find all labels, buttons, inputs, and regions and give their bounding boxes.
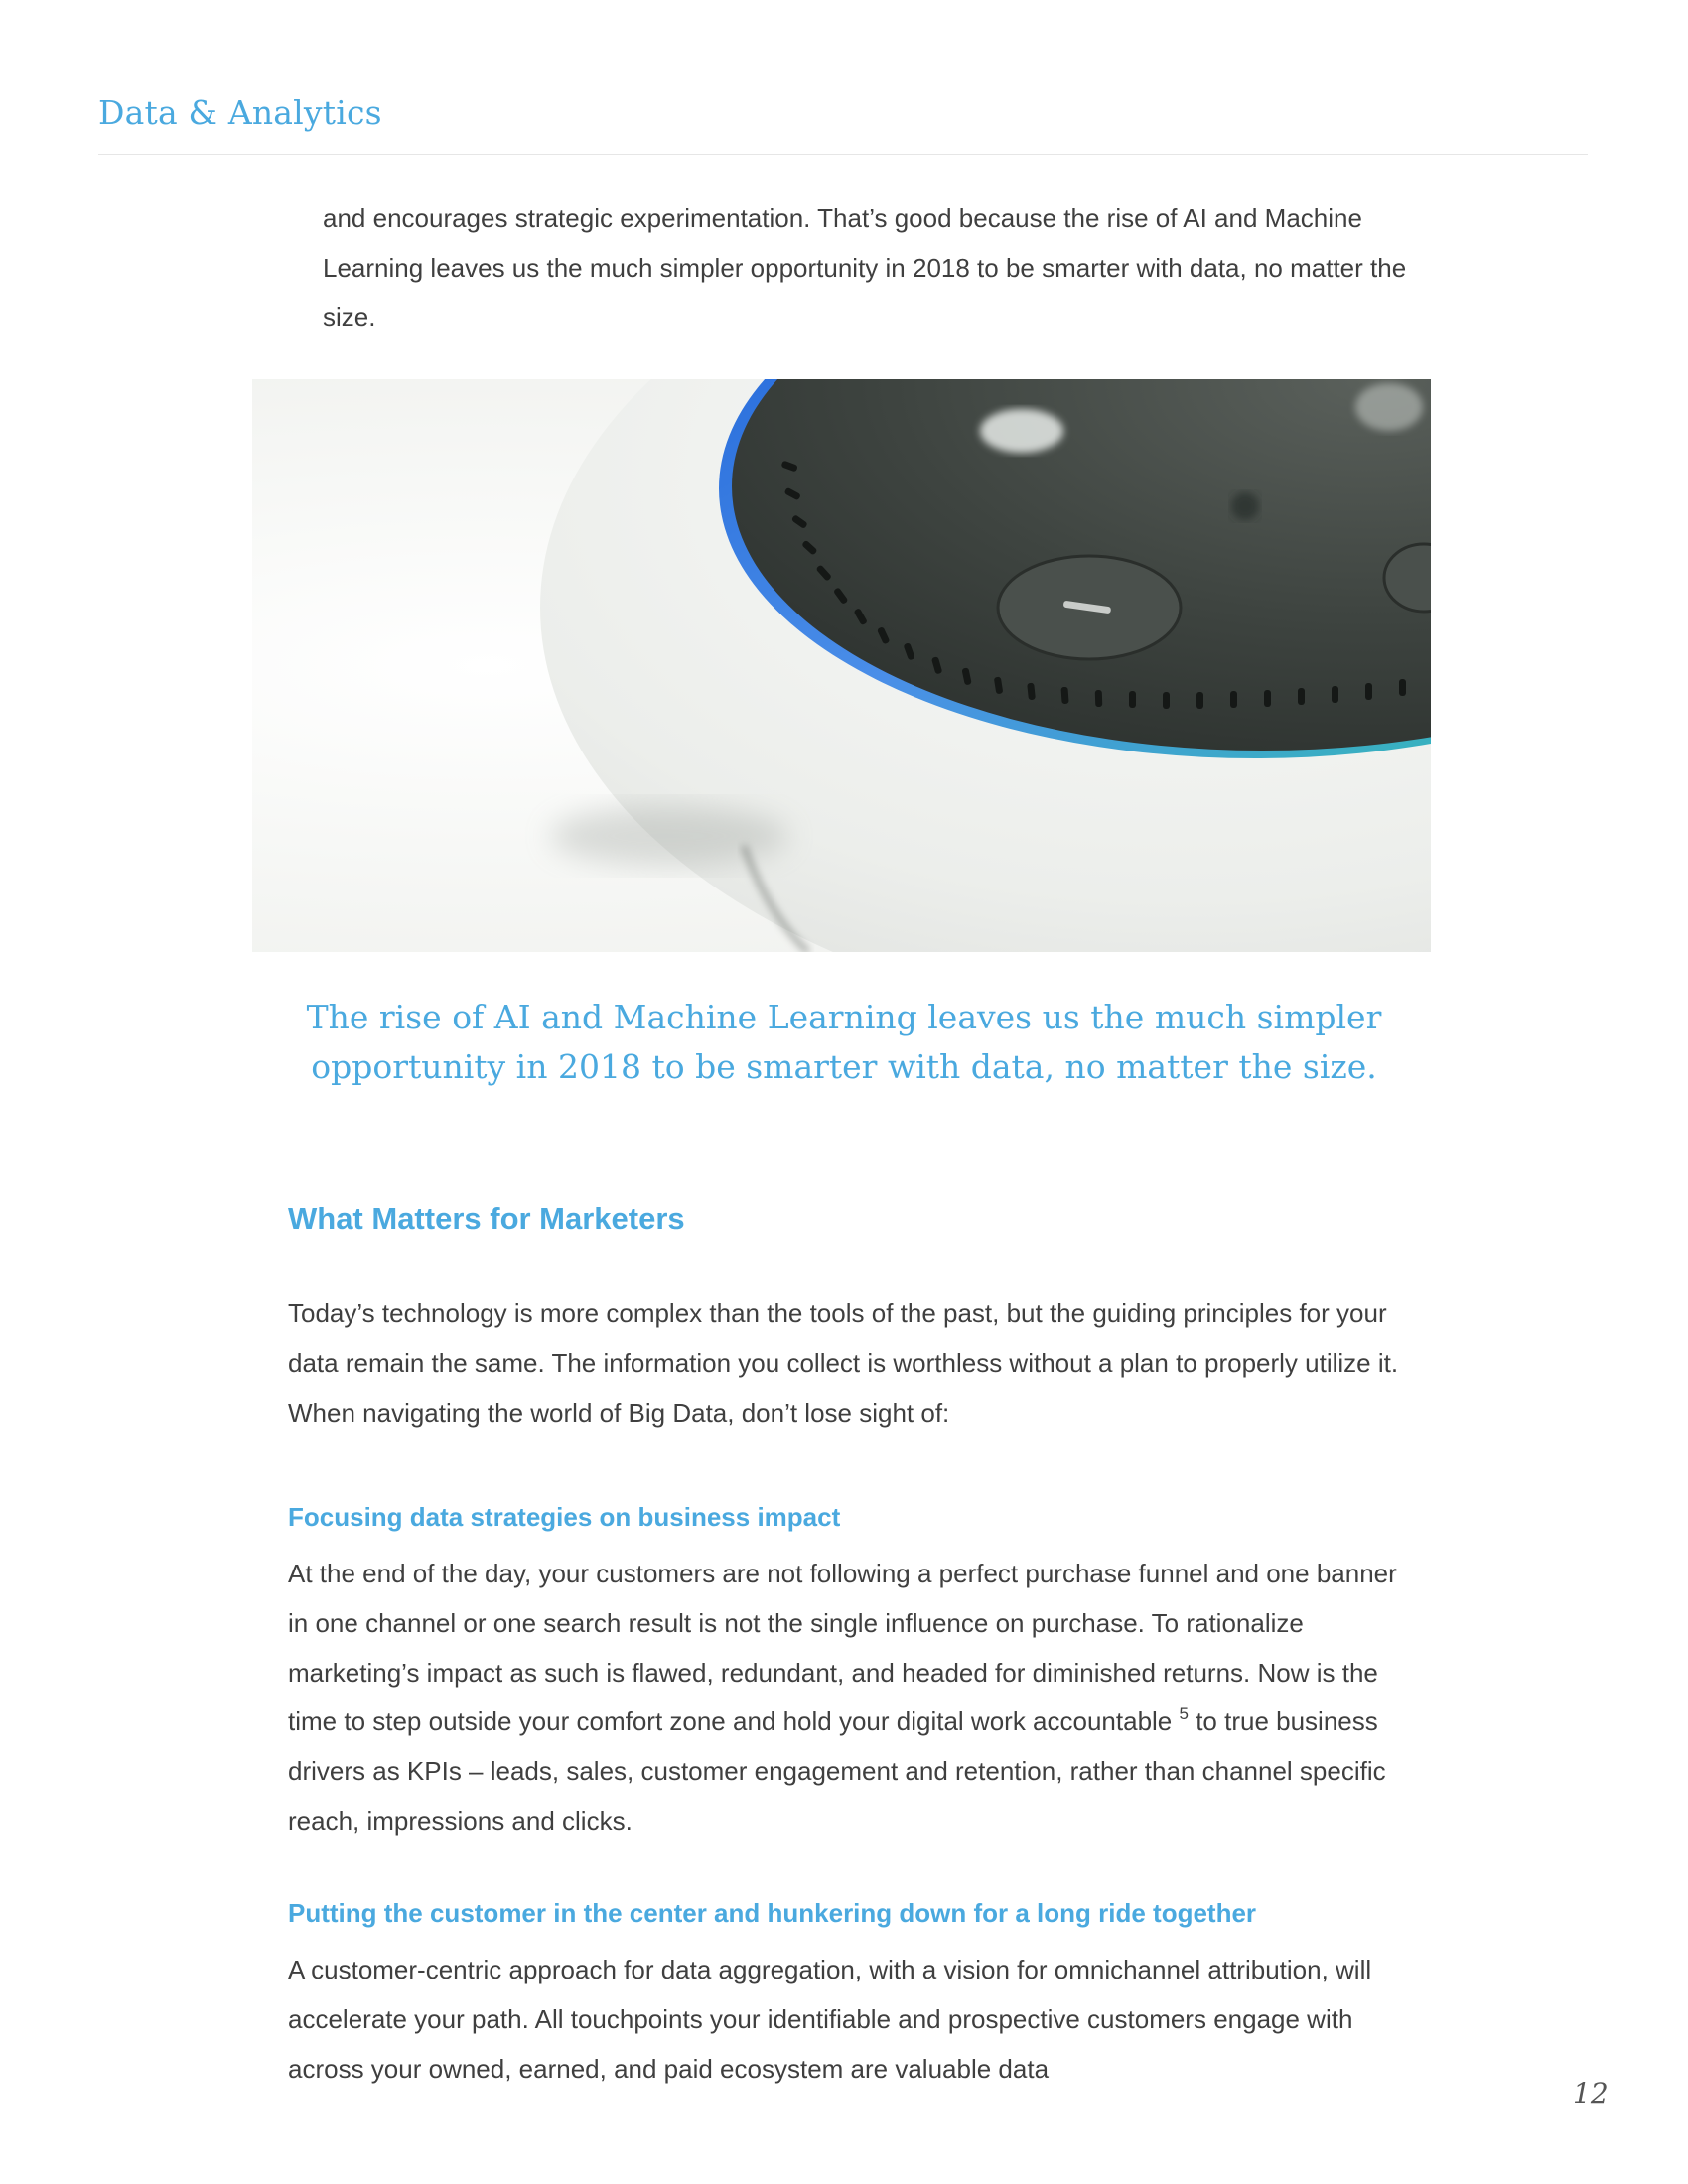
section-intro-paragraph: Today’s technology is more complex than the tools of the past, but the guiding principles for your data remain the same. The information you collect is worthless without a plan to properly utilize it. When navigating the world of Big Data, don’t lose sight of: [288,1298,1399,1428]
business-impact-text-part2: to true business drivers as KPIs – leads, sales, customer engagement and retention, rather than channel specific reach, impressions and clicks. [288,1706,1386,1836]
header-divider [98,154,1588,155]
footnote-marker: 5 [1179,1705,1189,1724]
business-impact-text-part1: At the end of the day, your customers are not following a perfect purchase funnel and one banner in one channel or one search result is not the single influence on purchase. To rationalize marketing’s impact as such is flawed, redundant, and headed for diminished returns. Now is the time to step outside your comfort zone and hold your digital work accountable [288,1559,1397,1737]
intro-paragraph: and encourages strategic experimentation. That’s good because the rise of AI and Machine Learning leaves us the much simpler opportunity in 2018 to be smarter with data, no matter the size. [323,204,1407,332]
section-heading: What Matters for Marketers [288,1201,685,1236]
smart-speaker-photo [252,379,1431,952]
pull-quote: The rise of AI and Machine Learning leaves us the much simpler opportunity in 2018 to be smarter with data, no matter the size. [306,998,1382,1086]
customer-center-paragraph: A customer-centric approach for data aggregation, with a vision for omnichannel attribution, will accelerate your path. All touchpoints your identifiable and prospective customers engage with across your owned, earned, and paid ecosystem are valuable data [288,1955,1372,2084]
subheading-customer-center: Putting the customer in the center and hunkering down for a long ride together [288,1898,1257,1928]
subheading-business-impact: Focusing data strategies on business impact [288,1502,841,1532]
business-impact-paragraph [288,1550,1410,1846]
page-number: 12 [1573,2077,1609,2110]
section-header-title: Data & Analytics [98,93,382,132]
